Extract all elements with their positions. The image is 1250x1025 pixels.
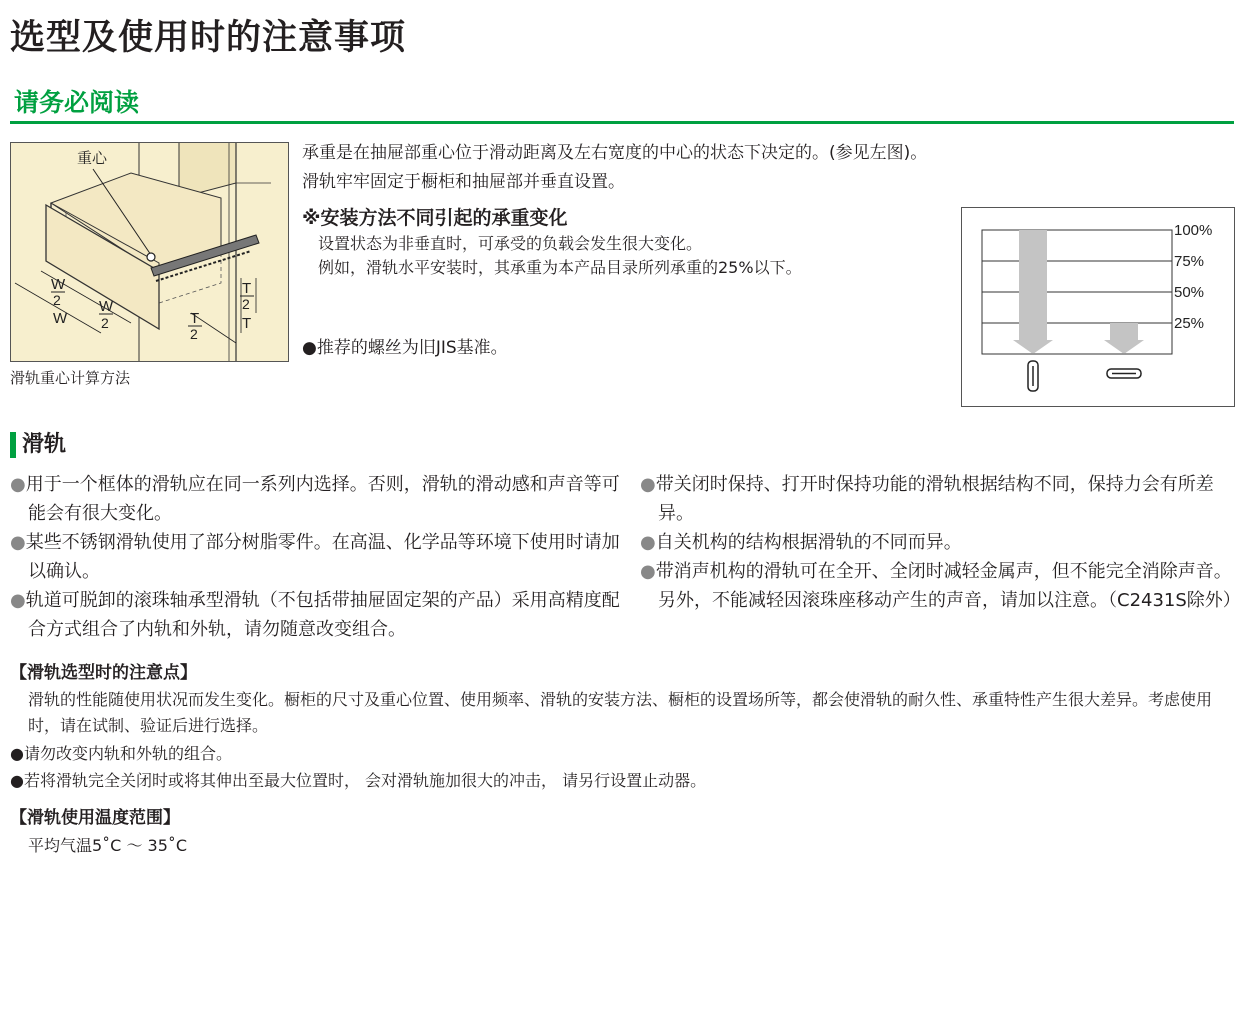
t-half-denominator-2: 2	[190, 326, 198, 342]
list-item: ●用于一个框体的滑轨应在同一系列内选择。否则，滑轨的滑动感和声音等可能会有很大变化。	[10, 474, 620, 524]
level-label: 100%	[1174, 222, 1213, 239]
figure-caption: 滑轨重心计算方法	[10, 369, 131, 387]
level-label: 25%	[1174, 315, 1205, 332]
intro-line-2: 滑轨牢牢固定于橱柜和抽屉部并垂直设置。	[302, 172, 625, 192]
warning-line-2: 例如，滑轨水平安装时，其承重为本产品目录所列承重的25%以下。	[318, 258, 802, 277]
load-change-chart	[961, 207, 1235, 407]
selection-note-item: ●请勿改变内轨和外轨的组合。	[10, 744, 232, 763]
green-divider	[10, 121, 1234, 124]
section-marker	[10, 432, 16, 458]
level-label: 75%	[1174, 253, 1205, 270]
list-item: ●带消声机构的滑轨可在全开、全闭时减轻金属声，但不能完全消除声音。另外，不能减轻因滚珠座移动产生的声音，请加以注意。（C2431S除外）	[640, 561, 1241, 611]
page-title: 选型及使用时的注意事项	[10, 18, 407, 58]
screw-note: ●推荐的螺丝为旧JIS基准。	[302, 338, 508, 358]
warning-line-1: 设置状态为非垂直时，可承受的负载会发生很大变化。	[318, 234, 703, 253]
w-half-denominator-2: 2	[101, 315, 109, 331]
selection-notes-title: 【滑轨选型时的注意点】	[10, 663, 197, 683]
temperature-title: 【滑轨使用温度范围】	[10, 808, 180, 828]
selection-note-item: ●若将滑轨完全关闭时或将其伸出至最大位置时， 会对滑轨施加很大的冲击， 请另行设置止动器。	[10, 771, 707, 790]
vertical-load-arrow	[1013, 230, 1053, 354]
t-half-numerator-2: T	[190, 310, 200, 327]
horizontal-rail-icon	[1107, 369, 1141, 378]
rail-notes-right	[640, 470, 1240, 615]
selection-notes-paragraph: 滑轨的性能随使用状况而发生变化。橱柜的尺寸及重心位置、使用频率、滑轨的安装方法、橱柜的设置场所等，都会使滑轨的耐久性、承重特性产生很大差异。考虑使用时，请在试制、验证后进行选择。	[28, 690, 1213, 735]
w-half-numerator: W	[51, 276, 66, 293]
t-full-label: T	[242, 315, 252, 332]
t-half-denominator: 2	[242, 296, 250, 312]
w-half-denominator: 2	[53, 292, 61, 308]
temperature-value: 平均气温5˚C ～ 35˚C	[28, 836, 188, 855]
list-item: ●轨道可脱卸的滚珠轴承型滑轨（不包括带抽屉固定架的产品）采用高精度配合方式组合了内轨和外轨，请勿随意改变组合。	[10, 590, 620, 640]
cog-label: 重心	[77, 150, 108, 167]
vertical-rail-icon	[1028, 361, 1038, 391]
w-half-numerator-2: W	[99, 298, 114, 315]
t-half-numerator: T	[242, 280, 252, 297]
rail-notes-left	[10, 470, 620, 644]
warning-title: ※安装方法不同引起的承重变化	[302, 207, 568, 229]
list-item: ●自关机构的结构根据滑轨的不同而异。	[640, 532, 962, 553]
w-full-label: W	[53, 310, 68, 327]
intro-line-1: 承重是在抽屉部重心位于滑动距离及左右宽度的中心的状态下决定的。(参见左图)。	[302, 143, 928, 163]
list-item: ●带关闭时保持、打开时保持功能的滑轨根据结构不同，保持力会有所差异。	[640, 474, 1214, 524]
section-subtitle: 请务必阅读	[14, 88, 140, 117]
list-item: ●某些不锈钢滑轨使用了部分树脂零件。在高温、化学品等环境下使用时请加以确认。	[10, 532, 620, 582]
drawer-cog-diagram	[10, 142, 289, 362]
level-label: 50%	[1174, 284, 1205, 301]
rail-section-header	[10, 429, 66, 461]
rail-section-title: 滑轨	[22, 432, 67, 457]
